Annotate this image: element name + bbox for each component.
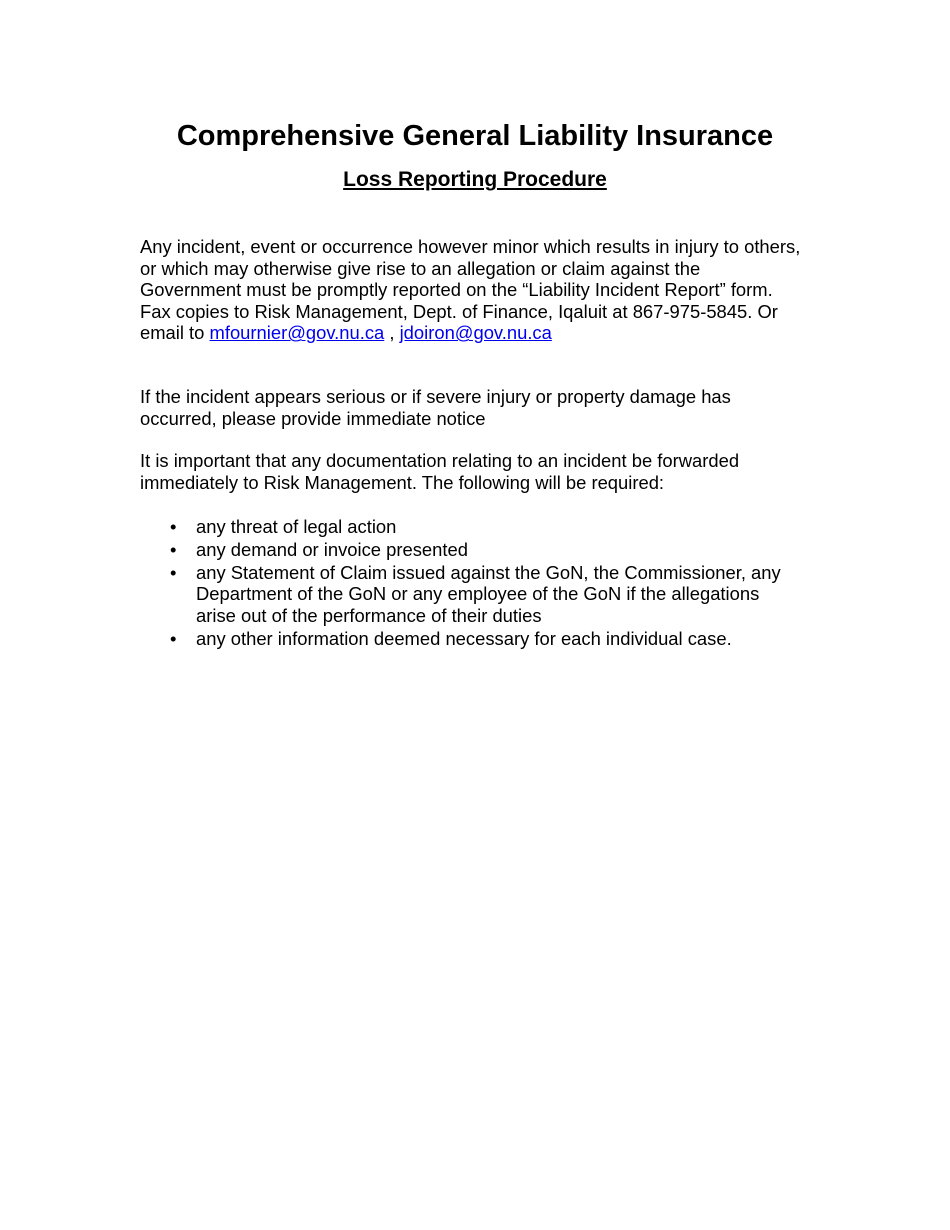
bullet-icon: • — [170, 516, 177, 537]
bullet-icon: • — [170, 561, 177, 583]
bullet-icon: • — [170, 538, 177, 560]
paragraph-line: or which may otherwise give rise to an allegation or claim against the — [140, 257, 701, 279]
document-title: Comprehensive General Liability Insurance — [176, 120, 774, 152]
list-item-text: any threat of legal action — [196, 516, 397, 537]
email-separator: , — [384, 322, 400, 344]
list-item — [140, 628, 820, 650]
email-prefix: email to — [140, 322, 210, 344]
list-item-text: any Statement of Claim issued against the GoN, the Commissioner, any — [196, 561, 781, 583]
list-item — [140, 516, 820, 538]
requirements-list — [140, 516, 820, 651]
paragraph-line: Any incident, event or occurrence however minor which results in injury to others, — [140, 236, 801, 257]
paragraph-line: Fax copies to Risk Management, Dept. of Finance, Iqaluit at 867-975-5845. Or — [140, 300, 778, 322]
documentation-paragraph — [140, 450, 830, 493]
document-subtitle — [0, 166, 950, 194]
subtitle-text: Loss Reporting Procedure — [343, 168, 607, 191]
bullet-icon: • — [170, 627, 177, 649]
paragraph-line: If the incident appears serious or if severe injury or property damage has — [140, 386, 731, 407]
serious-incident-paragraph — [140, 386, 830, 429]
list-item-text: Department of the GoN or any employee of the GoN if the allegations — [196, 583, 760, 605]
paragraph-line: occurred, please provide immediate notice — [140, 407, 486, 429]
email-link-jdoiron[interactable]: jdoiron@gov.nu.ca — [399, 322, 552, 344]
list-item-text: any demand or invoice presented — [196, 538, 468, 560]
paragraph-line: immediately to Risk Management. The following will be required: — [140, 471, 665, 493]
paragraph-line: It is important that any documentation relating to an incident be forwarded — [140, 450, 740, 471]
list-item — [140, 539, 820, 561]
incident-reporting-paragraph — [140, 236, 830, 344]
email-line — [140, 322, 830, 344]
email-link-mfournier[interactable]: mfournier@gov.nu.ca — [209, 322, 385, 344]
list-item-text: arise out of the performance of their duties — [196, 604, 542, 626]
list-item-text: any other information deemed necessary for each individual case. — [196, 627, 732, 649]
paragraph-line: Government must be promptly reported on the “Liability Incident Report” form. — [140, 279, 773, 301]
list-item — [140, 562, 820, 627]
